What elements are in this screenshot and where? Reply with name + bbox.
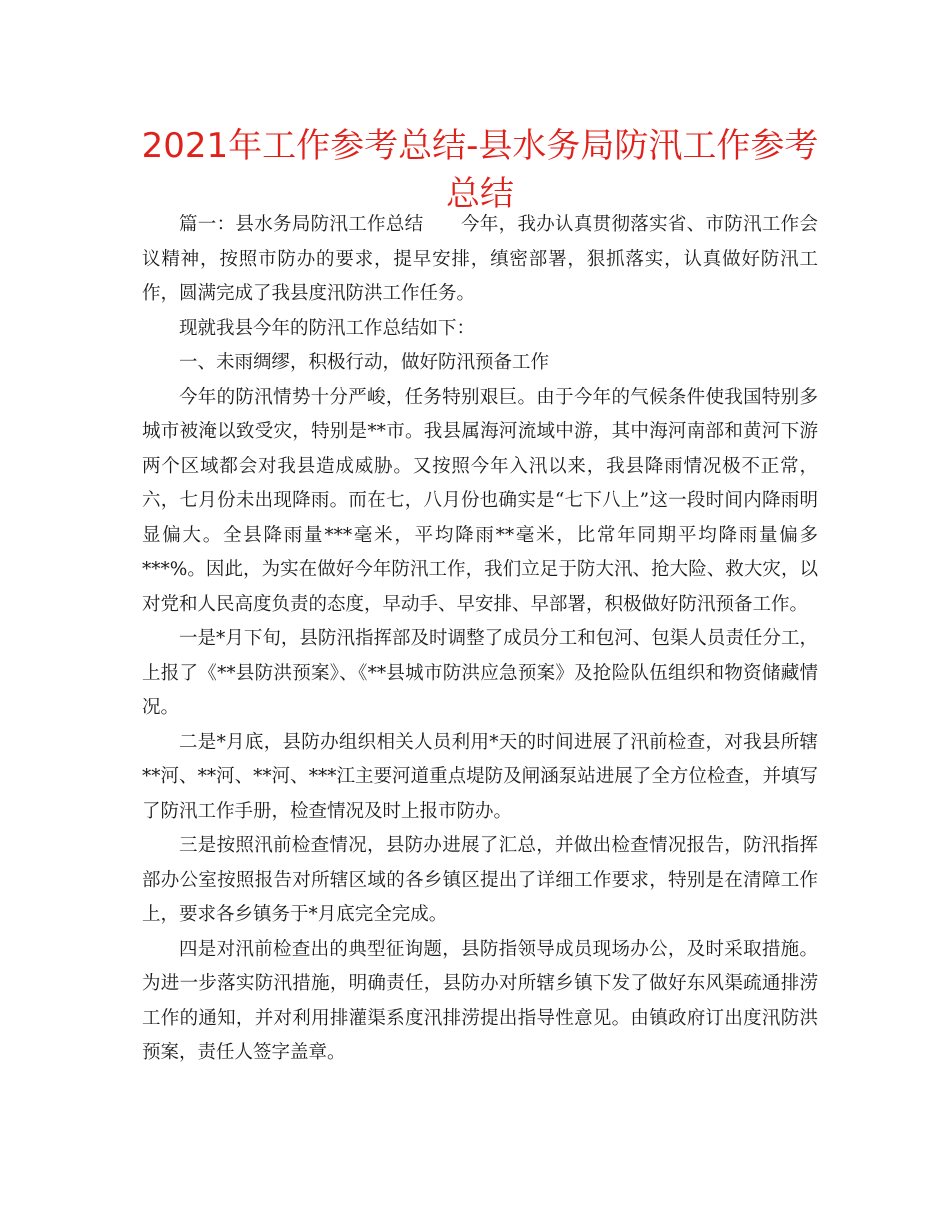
- document-body: [142, 208, 818, 1071]
- section-heading-1: 一、未雨绸缪，积极行动，做好防汛预备工作: [179, 352, 550, 373]
- paragraph-item-1: 一是*月下旬，县防汛指挥部及时调整了成员分工和包河、包渠人员责任分工，上报了《**县防洪预案》、《**县城市防洪应急预案》及抢险队伍组织和物资储藏情况。: [142, 628, 818, 718]
- paragraph-situation: 今年的防汛情势十分严峻，任务特别艰巨。由于今年的气候条件使我国特别多城市被淹以致受灾，特别是**市。我县属海河流域中游，其中海河南部和黄河下游两个区域都会对我县造成威胁。又按照今年入汛以来，我县降雨情况极不正常，六，七月份未出现降雨。而在七，八月份也确实是“七下八上”这一段时间内降雨明显偏大。全县降雨量***毫米，平均降雨**毫米，比常年同期平均降雨量偏多***%。因此，为实在做好今年防汛工作，我们立足于防大汛、抢大险、救大灾，以对党和人民高度负责的态度，早动手、早安排、早部署，积极做好防汛预备工作。: [142, 386, 818, 615]
- paragraph-item-2: 二是*月底，县防办组织相关人员利用*天的时间进展了汛前检查，对我县所辖**河、**河、**河、***江主要河道重点堤防及闸涵泵站进展了全方位检查，并填写了防汛工作手册，检查情况及时上报市防办。: [142, 731, 818, 822]
- paragraph-intro: 篇一：县水务局防汛工作总结 今年，我办认真贯彻落实省、市防汛工作会议精神，按照市防办的要求，提早安排，缜密部署，狠抓落实，认真做好防汛工作，圆满完成了我县度汛防洪工作任务。: [142, 214, 818, 304]
- paragraph-item-3: 三是按照汛前检查情况，县防办进展了汇总，并做出检查情况报告，防汛指挥部办公室按照报告对所辖区域的各乡镇区提出了详细工作要求，特别是在清障工作上，要求各乡镇务于*月底完全完成。: [142, 835, 818, 925]
- document-title: 2021年工作参考总结-县水务局防汛工作参考总结: [141, 126, 819, 214]
- paragraph-summary-lead: 现就我县今年的防汛工作总结如下：: [179, 317, 476, 339]
- paragraph-item-4: 四是对汛前检查出的典型征询题，县防指领导成员现场办公，及时采取措施。为进一步落实防汛措施，明确责任，县防办对所辖乡镇下发了做好东风渠疏通排涝工作的通知，并对利用排灌渠系度汛排涝提出指导性意见。由镇政府订出度汛防洪预案，责任人签字盖章。: [142, 938, 818, 1063]
